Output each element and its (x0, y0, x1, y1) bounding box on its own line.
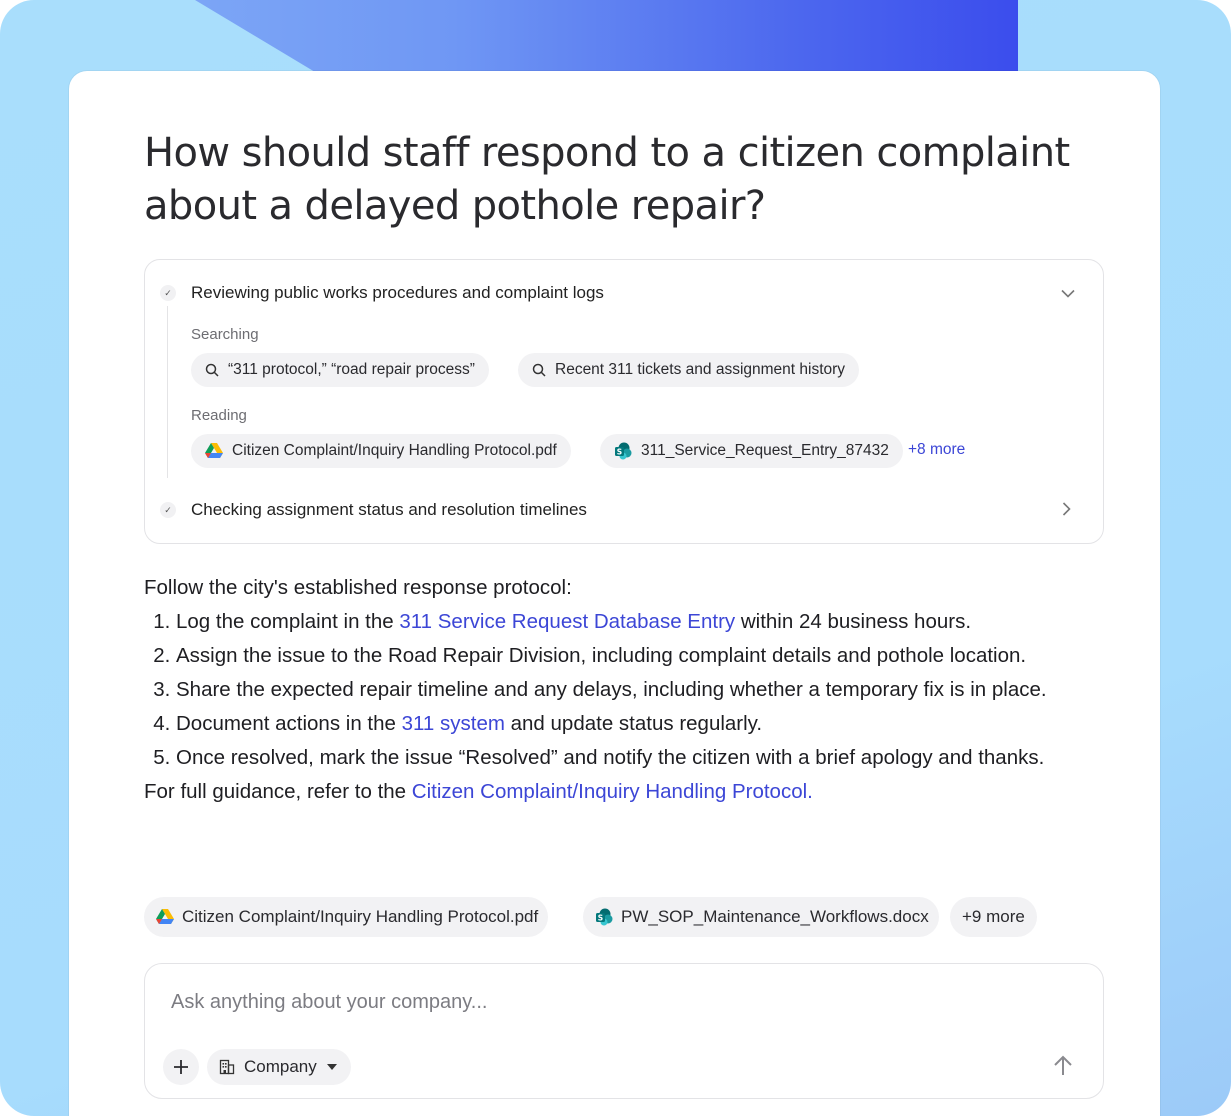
step-label: Reviewing public works procedures and complaint logs (191, 283, 604, 302)
311-system-link[interactable]: 311 system (401, 712, 505, 735)
scope-label: Company (244, 1057, 317, 1076)
company-scope-button[interactable] (207, 1049, 351, 1085)
plus-icon (173, 1059, 189, 1075)
step-checking[interactable] (145, 498, 1103, 522)
search-icon (532, 363, 546, 377)
list-item: 2. Assign the issue to the Road Repair Division, including complaint details and pothole location. (176, 639, 1134, 673)
list-item: 5. Once resolved, mark the issue “Resolved” and notify the citizen with a brief apology and thanks. (176, 741, 1134, 775)
service-request-link[interactable]: 311 Service Request Database Entry (399, 610, 736, 633)
steps-connector (167, 306, 168, 478)
send-button[interactable] (1047, 1050, 1079, 1082)
outro-text: For full guidance, refer to the (144, 780, 412, 803)
sharepoint-icon (614, 442, 632, 460)
chevron-down-icon[interactable] (1061, 285, 1075, 301)
google-drive-icon (156, 909, 174, 925)
chevron-right-icon[interactable] (1062, 502, 1071, 519)
answer-body (144, 571, 1134, 809)
answer-outro (144, 775, 1134, 809)
search-chip[interactable] (518, 353, 859, 387)
answer-list (144, 605, 1134, 775)
question-title: How should staff respond to a citizen complaint about a delayed pothole repair? (144, 130, 1070, 229)
step-reviewing[interactable] (145, 281, 1103, 305)
item-text: within 24 business hours. (735, 610, 972, 633)
arrow-up-icon (1052, 1055, 1074, 1077)
svg-text:S: S (616, 447, 623, 457)
step-label: Checking assignment status and resolution timelines (191, 500, 587, 519)
item-text: and update status regularly. (504, 712, 763, 735)
header-banner (150, 0, 1018, 72)
document-name: 311_Service_Request_Entry_87432 (641, 442, 889, 459)
list-item (176, 707, 1134, 741)
source-chip[interactable] (144, 897, 548, 937)
search-query: Recent 311 tickets and assignment history (555, 361, 846, 378)
check-icon: ✓ (160, 502, 176, 518)
chat-card (69, 71, 1160, 1116)
source-name: Citizen Complaint/Inquiry Handling Protocol.pdf (182, 907, 539, 926)
sharepoint-icon (595, 908, 613, 926)
building-icon (219, 1059, 235, 1075)
more-documents-link[interactable]: +8 more (908, 441, 966, 458)
search-icon (205, 363, 219, 377)
chat-input[interactable] (169, 984, 1053, 1020)
document-chip[interactable] (191, 434, 571, 468)
protocol-link[interactable]: Citizen Complaint/Inquiry Handling Protocol. (411, 780, 813, 803)
caret-down-icon (327, 1064, 337, 1070)
google-drive-icon (205, 443, 223, 459)
svg-text:S: S (597, 913, 604, 923)
add-attachment-button[interactable] (163, 1049, 199, 1085)
list-item: 3. Share the expected repair timeline and any delays, including whether a temporary fix is in place. (176, 673, 1134, 707)
source-name: PW_SOP_Maintenance_Workflows.docx (621, 907, 929, 926)
list-item (176, 605, 1134, 639)
item-text: Document actions in the (176, 712, 402, 735)
reasoning-steps-panel (144, 259, 1104, 544)
source-chip[interactable] (583, 897, 939, 937)
reading-label: Reading (191, 407, 247, 424)
document-chip[interactable] (600, 434, 903, 468)
more-sources-chip[interactable]: +9 more (950, 897, 1037, 937)
check-icon: ✓ (160, 285, 176, 301)
answer-intro: Follow the city's established response protocol: (144, 576, 572, 599)
search-chip[interactable] (191, 353, 489, 387)
search-query: “311 protocol,” “road repair process” (228, 361, 475, 378)
item-text: Log the complaint in the (176, 610, 400, 633)
searching-label: Searching (191, 326, 259, 343)
document-name: Citizen Complaint/Inquiry Handling Protocol.pdf (232, 442, 557, 459)
chat-composer (144, 963, 1104, 1099)
